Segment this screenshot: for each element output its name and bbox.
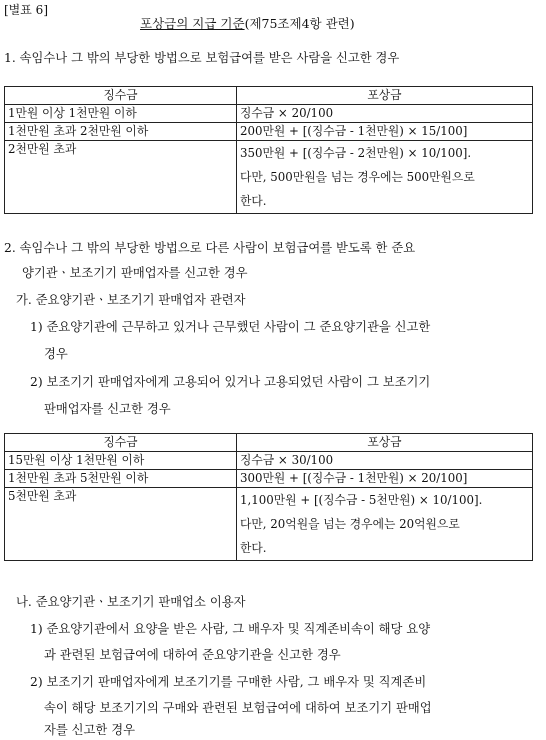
table-row [5,470,533,488]
document-title [140,16,355,32]
reward-line: 다만, 500만원을 넘는 경우에는 500만원으로 [240,170,475,184]
reward-cell: 징수금 × 30/100 [237,452,533,470]
list-item-line: 2) 보조기기 판매업자에게 보조기기를 구매한 사람, 그 배우자 및 직계존비 [30,675,427,689]
reward-cell [237,488,533,561]
amount-cell: 5천만원 초과 [5,488,237,561]
reward-cell: 300만원 + [(징수금 - 1천만원) × 20/100] [237,470,533,488]
header-reward: 포상금 [237,87,533,105]
section2-heading-line: 2. 속임수나 그 밖의 부당한 방법으로 다른 사람이 보험급여를 받도록 한 준요 [4,241,416,255]
list-item-line: 경우 [44,347,68,361]
table-row [5,141,533,214]
table-row [5,123,533,141]
list-item-line: 자를 신고한 경우 [44,723,135,737]
subsection-ga-heading: 가. 준요양기관ㆍ보조기기 판매업자 관련자 [16,293,246,307]
header-reward: 포상금 [237,434,533,452]
attachment-tag: [별표 6] [4,3,48,17]
reward-line: 350만원 + [(징수금 - 2천만원) × 10/100]. [240,146,472,160]
list-item-line: 1) 준요양기관에서 요양을 받은 사람, 그 배우자 및 직계존비속이 해당 요양 [30,622,431,636]
reward-line: 한다. [240,541,267,555]
section2-heading-line: 양기관ㆍ보조기기 판매업자를 신고한 경우 [22,266,248,280]
list-item-line: 판매업자를 신고한 경우 [44,402,171,416]
table-row [5,488,533,561]
header-amount: 징수금 [5,434,237,452]
title-sub: (제75조제4항 관련) [244,16,355,31]
table-row [5,105,533,123]
reward-cell: 200만원 + [(징수금 - 1천만원) × 15/100] [237,123,533,141]
table-header-row [5,87,533,105]
amount-cell: 1만원 이상 1천만원 이하 [5,105,237,123]
list-item-line: 과 관련된 보험급여에 대하여 준요양기관을 신고한 경우 [44,648,341,662]
table-row [5,452,533,470]
amount-cell: 15만원 이상 1천만원 이하 [5,452,237,470]
list-item-line: 속이 해당 보조기기의 구매와 관련된 보험급여에 대하여 보조기기 판매업 [44,701,432,715]
reward-table-2 [4,433,533,561]
reward-line: 1,100만원 + [(징수금 - 5천만원) × 10/100]. [240,493,483,507]
section1-heading: 1. 속임수나 그 밖의 부당한 방법으로 보험급여를 받은 사람을 신고한 경우 [4,51,400,65]
table-header-row [5,434,533,452]
reward-line: 한다. [240,194,267,208]
amount-cell: 2천만원 초과 [5,141,237,214]
reward-cell: 징수금 × 20/100 [237,105,533,123]
subsection-na-heading: 나. 준요양기관ㆍ보조기기 판매업소 이용자 [16,595,246,609]
amount-cell: 1천만원 초과 5천만원 이하 [5,470,237,488]
reward-table-1 [4,86,533,214]
reward-line: 다만, 20억원을 넘는 경우에는 20억원으로 [240,517,460,531]
reward-cell [237,141,533,214]
amount-cell: 1천만원 초과 2천만원 이하 [5,123,237,141]
list-item-line: 1) 준요양기관에 근무하고 있거나 근무했던 사람이 그 준요양기관을 신고한 [30,320,431,334]
list-item-line: 2) 보조기기 판매업자에게 고용되어 있거나 고용되었던 사람이 그 보조기기 [30,375,431,389]
header-amount: 징수금 [5,87,237,105]
title-main: 포상금의 지급 기준 [140,16,245,31]
